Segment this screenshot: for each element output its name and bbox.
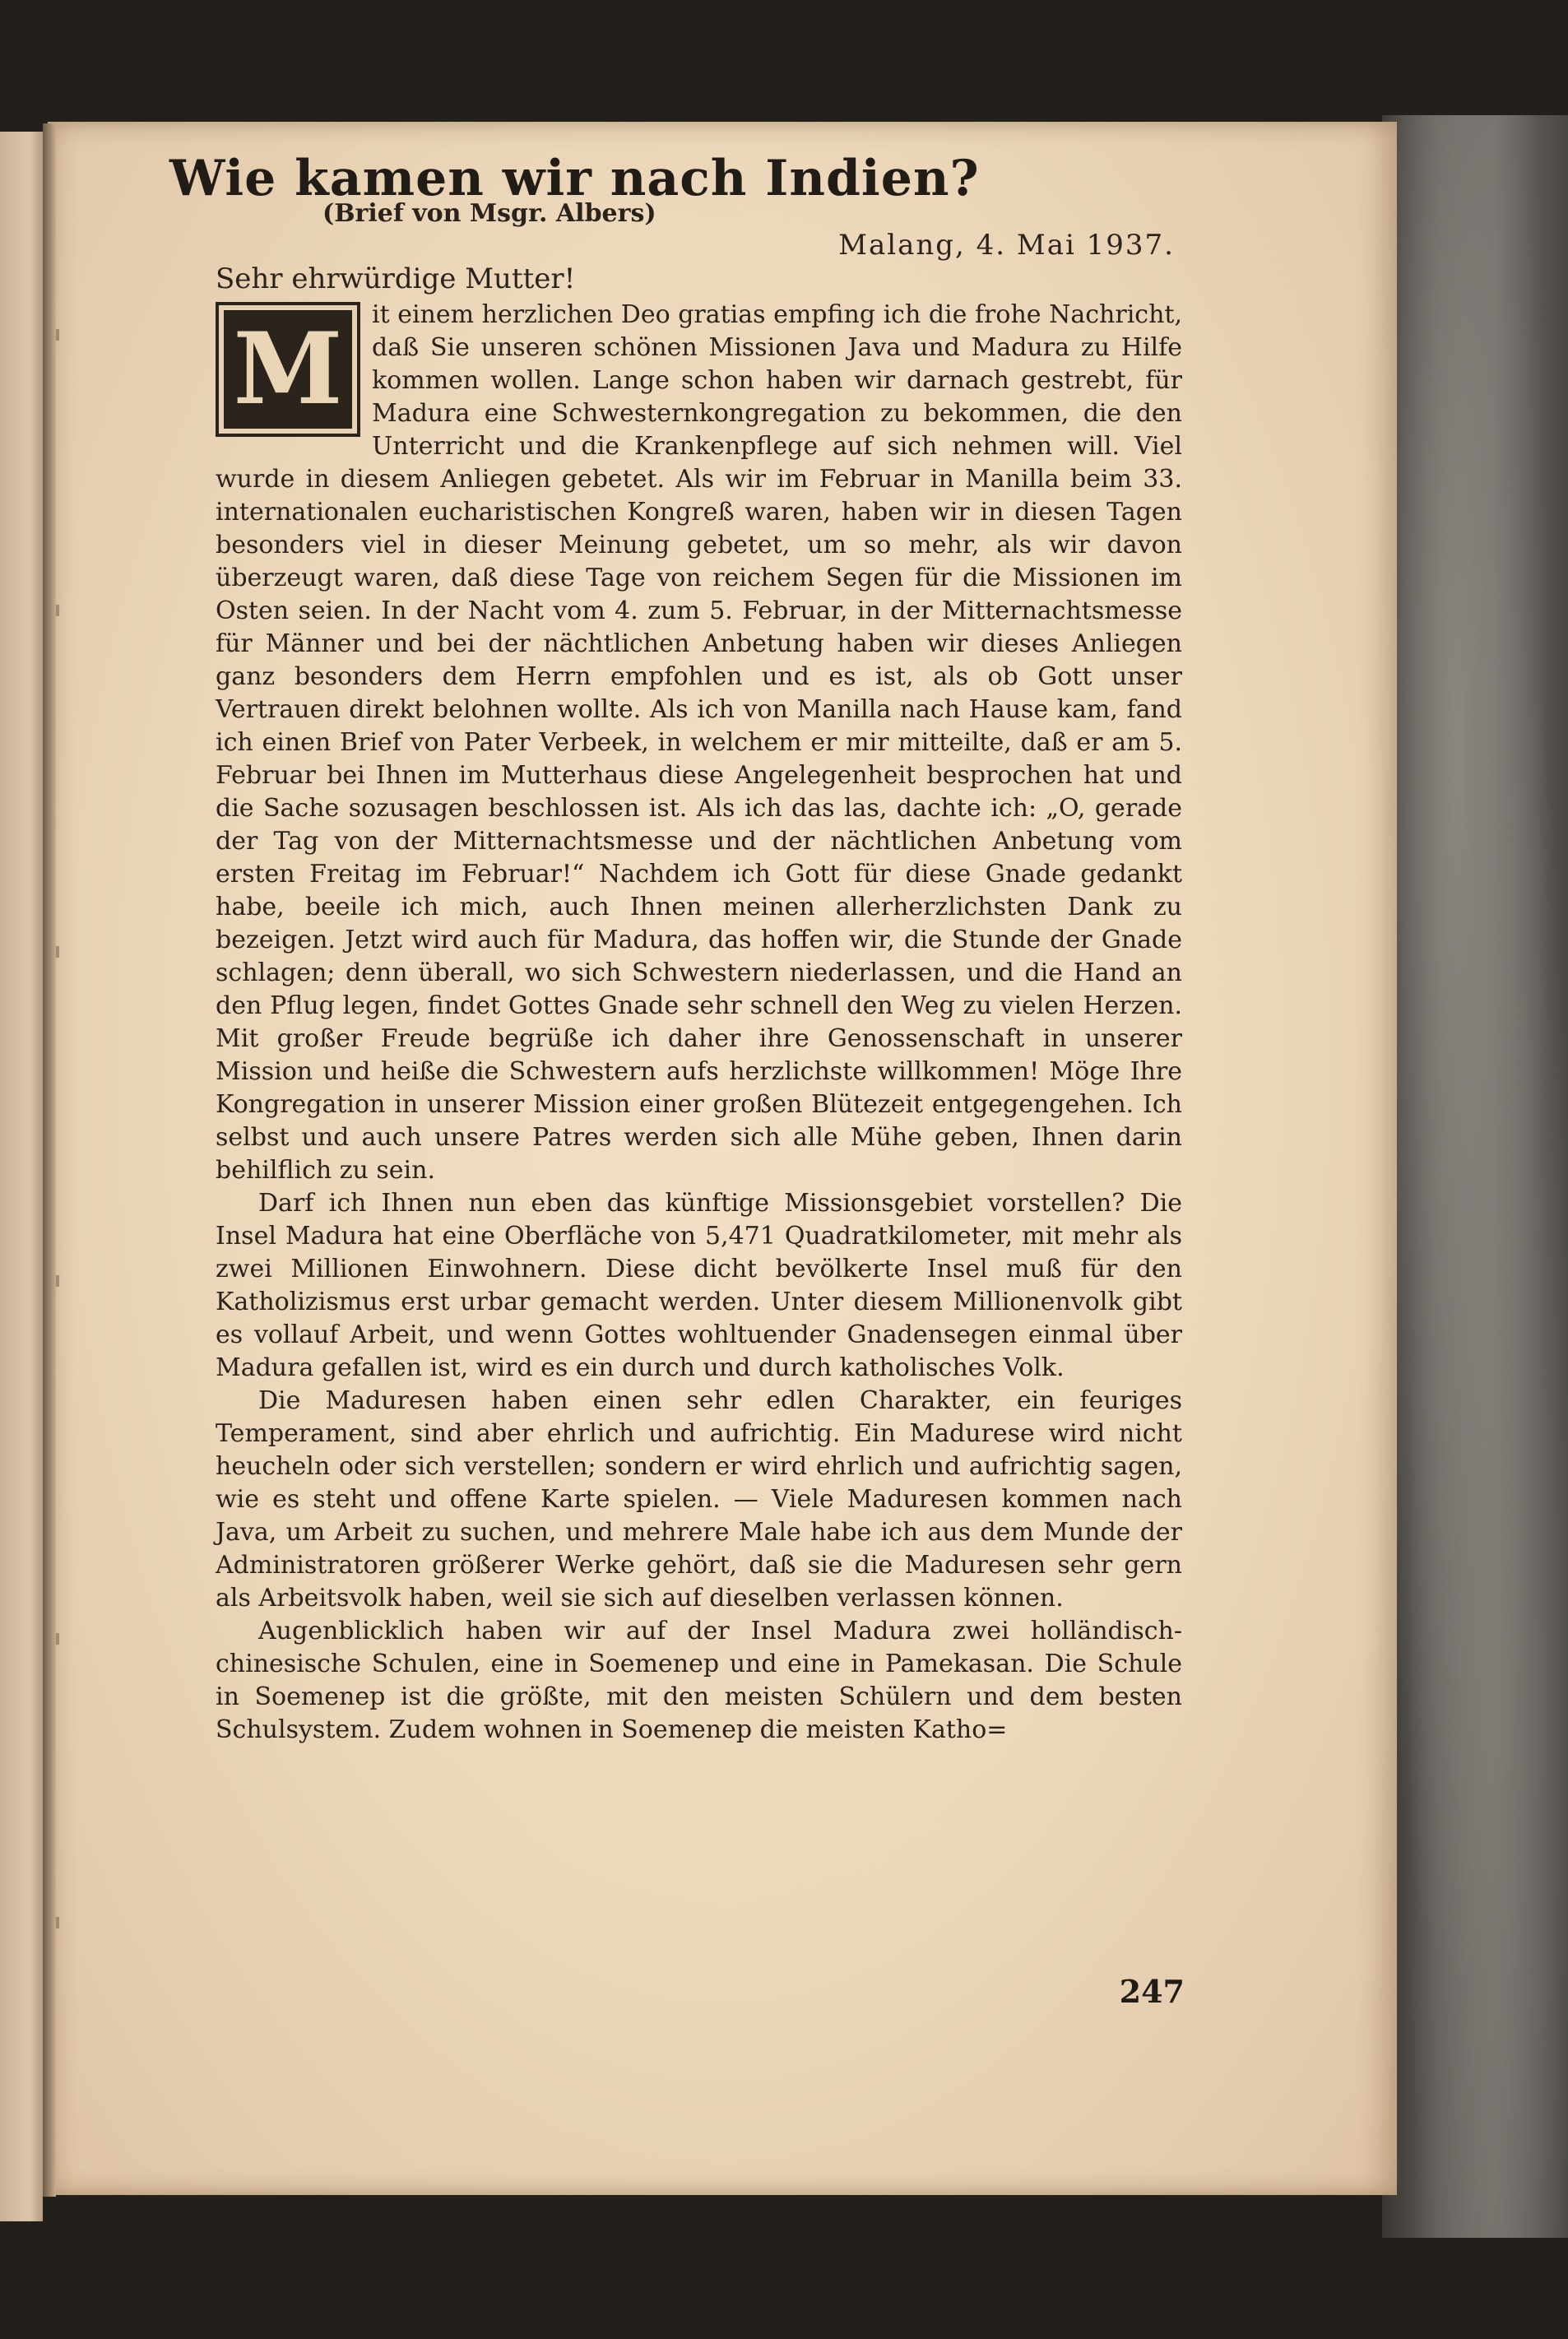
drop-cap-initial bbox=[216, 302, 360, 437]
margin-mark bbox=[56, 329, 59, 341]
page-number: 247 bbox=[1119, 1973, 1185, 2010]
article-subtitle: (Brief von Msgr. Albers) bbox=[322, 199, 656, 228]
drop-cap-letter: M bbox=[233, 311, 343, 427]
page-gutter bbox=[43, 123, 56, 2197]
paragraph bbox=[216, 299, 1182, 1187]
article-title: Wie kamen wir nach Indien? bbox=[169, 150, 980, 207]
paragraph: Darf ich Ihnen nun eben das künftige Missionsgebiet vorstellen? Die Insel Madura hat eine Oberfläche von 5,471 Quadratkilometer, mit mehr als zwei Millionen Einwohnern. Diese dicht bevölkerte Insel muß für den Katholizismus erst urbar gemacht werden. Unter diesem Millionenvolk gibt es vollauf Arbeit, und wenn Gottes wohltuender Gnadensegen einmal über Madura gefallen ist, wird es ein durch und durch katholisches Volk. bbox=[216, 1189, 1182, 1382]
margin-mark bbox=[56, 1275, 59, 1287]
paragraph: Die Maduresen haben einen sehr edlen Charakter, ein feuriges Temperament, sind aber ehrlich und aufrichtig. Ein Madurese wird nicht heucheln oder sich verstellen; sondern er wird ehrlich und aufrichtig sagen, wie es steht und offene Karte spielen. — Viele Maduresen kommen nach Java, um Arbeit zu suchen, und mehrere Male habe ich aus dem Munde der Administratoren größerer Werke gehört, daß sie die Maduresen sehr gern als Arbeitsvolk haben, weil sie sich auf dieselben verlassen können. bbox=[216, 1386, 1182, 1613]
paragraph-text: it einem herzlichen Deo gratias empfing ich die frohe Nachricht, daß Sie unseren schönen Missionen Java und Madura zu Hilfe kommen wollen. Lange schon haben wir darnach gestrebt, für Madura eine Schwesternkongregation zu bekommen, die den Unterricht und die Krankenpflege auf sich nehmen will. Viel wurde in diesem Anliegen gebetet. Als wir im Februar in Manilla beim 33. internationalen eucharistischen Kongreß waren, haben wir in diesen Tagen besonders viel in dieser Meinung gebetet, um so mehr, als wir davon überzeugt waren, daß diese Tage von reichem Segen für die Missionen im Osten seien. In der Nacht vom 4. zum 5. Februar, in der Mitternachtsmesse für Männer und bei der nächtlichen Anbetung haben wir dieses Anliegen ganz besonders dem Herrn empfohlen und es ist, als ob Gott unser Vertrauen direkt belohnen wollte. Als ich von Manilla nach Hause kam, fand ich einen Brief von Pater Verbeek, in welchem er mir mitteilte, daß er am 5. Februar bei Ihnen im Mutterhaus diese Angelegenheit besprochen hat und die Sache sozusagen beschlossen ist. Als ich das las, dachte ich: „O, gerade der Tag von der Mitternachtsmesse und der nächtlichen Anbetung vom ersten Freitag im Februar!“ Nachdem ich Gott für diese Gnade gedankt habe, beeile ich mich, auch Ihnen meinen allerherzlichsten Dank zu bezeigen. Jetzt wird auch für Madura, das hoffen wir, die Stunde der Gnade schlagen; denn überall, wo sich Schwestern niederlassen, und die Hand an den Pflug legen, findet Gottes Gnade sehr schnell den Weg zu vielen Herzen. Mit großer Freude begrüße ich daher ihre Genossenschaft in unserer Mission und heiße die Schwestern aufs herzlichste willkommen! Möge Ihre Kongregation in unserer Mission einer großen Blütezeit entgegengehen. Ich selbst und auch unsere Patres werden sich alle Mühe geben, Ihnen darin behilflich zu sein. bbox=[216, 300, 1182, 1185]
left-page-edge bbox=[0, 132, 43, 2221]
margin-mark bbox=[56, 605, 59, 616]
letter-salutation: Sehr ehrwürdige Mutter! bbox=[216, 262, 576, 295]
margin-mark bbox=[56, 946, 59, 958]
paragraph: Augenblicklich haben wir auf der Insel Madura zwei holländisch-chinesische Schulen, eine in Soemenep und eine in Pamekasan. Die Schule in Soemenep ist die größte, mit den meisten Schülern und dem besten Schulsystem. Zudem wohnen in Soemenep die meisten Katho= bbox=[216, 1617, 1182, 1744]
margin-mark bbox=[56, 1917, 59, 1928]
article-body bbox=[216, 299, 1182, 1747]
letter-dateline: Malang, 4. Mai 1937. bbox=[838, 229, 1175, 262]
book-cover bbox=[1382, 115, 1568, 2238]
margin-mark bbox=[56, 1633, 59, 1645]
